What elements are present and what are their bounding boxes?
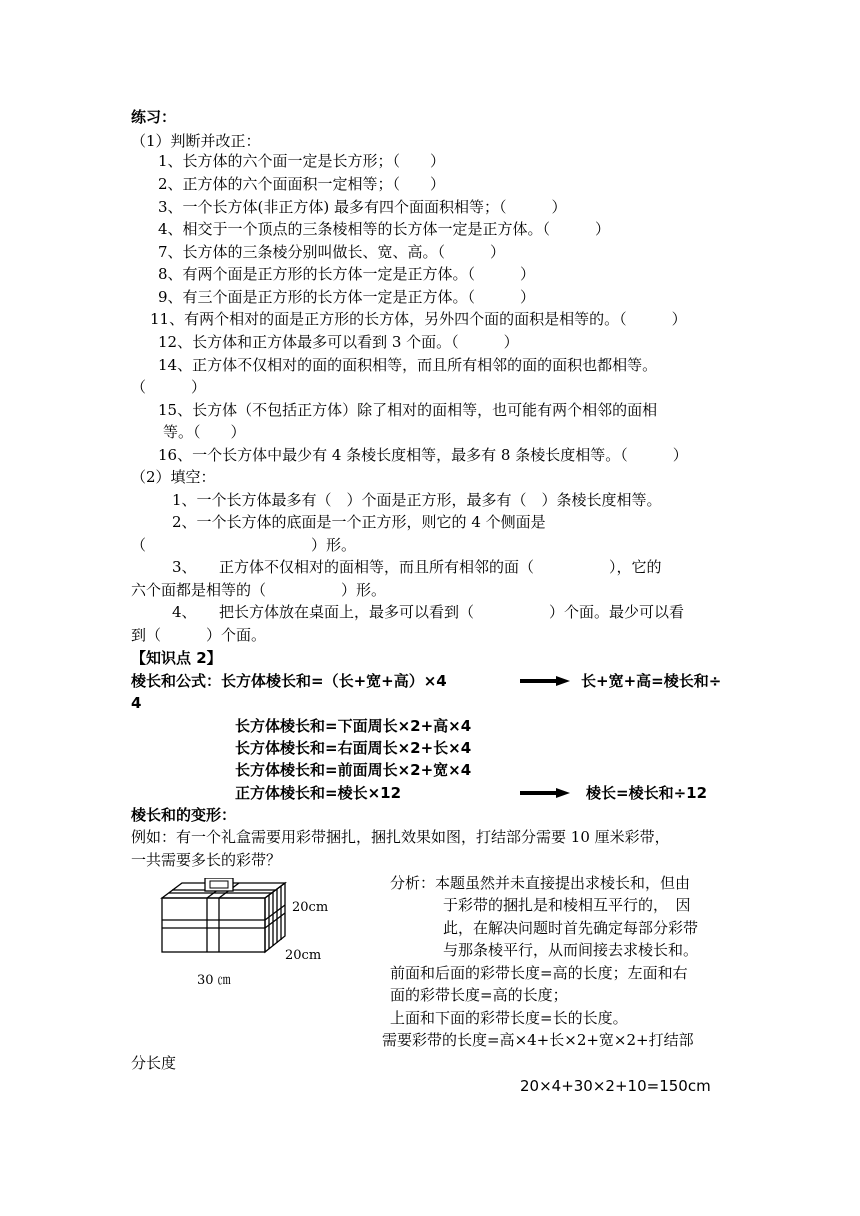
judge-item-9: 9、有三个面是正方形的长方体一定是正方体。（ ）	[158, 288, 536, 306]
formula-cube: 正方体棱长和=棱长×12	[235, 784, 402, 802]
example-text-cont: 一共需要多长的彩带？	[131, 851, 282, 869]
variant-heading: 棱长和的变形：	[131, 806, 237, 824]
formula-edge-sum-result: 长+宽+高=棱长和÷	[581, 672, 722, 690]
judge-item-15: 15、长方体（不包括正方体）除了相对的面相等，也可能有两个相邻的面相	[158, 401, 658, 419]
analysis-text-4: 与那条棱平行，从而间接去求棱长和。	[443, 941, 699, 959]
part1-heading: （1）判断并改正：	[131, 132, 261, 150]
analysis-text-3: 此，在解决问题时首先确定每部分彩带	[443, 919, 699, 937]
formula-bottom-perimeter: 长方体棱长和=下面周长×2+高×4	[235, 717, 472, 735]
judge-item-4: 4、相交于一个顶点的三条棱相等的长方体一定是正方体。（ ）	[158, 220, 611, 238]
judge-item-11: 11、有两个相对的面是正方形的长方体，另外四个面的面积是相等的。（ ）	[150, 310, 687, 328]
gift-box-figure	[155, 878, 335, 990]
part2-heading: （2）填空：	[131, 468, 216, 486]
judge-item-3: 3、一个长方体(非正方体) 最多有四个面面积相等；（ ）	[158, 198, 567, 216]
formula-front-perimeter: 长方体棱长和=前面周长×2+宽×4	[235, 761, 472, 779]
analysis-text-7: 上面和下面的彩带长度=长的长度。	[390, 1009, 628, 1027]
fill-item-1: 1、一个长方体最多有（ ）个面是正方形，最多有（ ）条棱长度相等。	[172, 491, 662, 509]
analysis-text-8: 需要彩带的长度=高×4+长×2+宽×2+打结部	[382, 1031, 694, 1049]
fill-item-3-cont: 六个面都是相等的（ ）形。	[131, 581, 387, 599]
judge-item-15-cont: 等。（ ）	[163, 423, 246, 441]
judge-item-14: 14、正方体不仅相对的面的面积相等，而且所有相邻的面的面积也都相等。	[158, 356, 658, 374]
judge-item-7: 7、长方体的三条棱分别叫做长、宽、高。（ ）	[158, 243, 506, 261]
analysis-text-2: 于彩带的捆扎是和棱相互平行的， 因	[443, 896, 691, 914]
fill-item-4: 4、 把长方体放在桌面上，最多可以看到（ ）个面。最少可以看	[172, 603, 685, 621]
judge-item-2: 2、正方体的六个面面积一定相等；（ ）	[158, 175, 446, 193]
height-label: 20cm	[292, 900, 329, 915]
practice-title: 练习：	[131, 108, 177, 126]
judge-item-1: 1、长方体的六个面一定是长方形；（ ）	[158, 152, 446, 170]
analysis-text-5: 前面和后面的彩带长度=高的长度；左面和右	[390, 964, 688, 982]
formula-cube-result: 棱长=棱长和÷12	[586, 784, 708, 802]
fill-item-4-cont: 到（ ）个面。	[131, 626, 267, 644]
fill-item-2: 2、一个长方体的底面是一个正方形，则它的 4 个侧面是	[172, 513, 546, 531]
judge-item-16: 16、一个长方体中最少有 4 条棱长度相等，最多有 8 条棱长度相等。（ ）	[158, 446, 688, 464]
fill-item-3: 3、 正方体不仅相对的面相等，而且所有相邻的面（ ），它的	[172, 558, 662, 576]
width-label: 20cm	[285, 948, 322, 963]
length-label: 30 ㎝	[197, 973, 231, 988]
judge-item-14-cont: （ ）	[131, 378, 207, 396]
formula-right-perimeter: 长方体棱长和=右面周长×2+长×4	[235, 739, 472, 757]
arrow-right-icon	[520, 788, 570, 798]
analysis-text-9: 分长度	[131, 1054, 177, 1072]
gift-box-icon	[155, 878, 335, 990]
example-text: 例如：有一个礼盒需要用彩带捆扎，捆扎效果如图，打结部分需要 10 厘米彩带，	[131, 828, 670, 846]
judge-item-8: 8、有两个面是正方形的长方体一定是正方体。（ ）	[158, 265, 536, 283]
knowledge-heading: 【知识点 2】	[131, 649, 222, 667]
analysis-text-6: 面的彩带长度=高的长度；	[390, 986, 568, 1004]
fill-item-2-cont: （ ）形。	[131, 536, 357, 554]
judge-item-12: 12、长方体和正方体最多可以看到 3 个面。（ ）	[158, 333, 519, 351]
calculation: 20×4+30×2+10=150cm	[520, 1077, 711, 1095]
formula-edge-sum-result-cont: 4	[131, 694, 142, 712]
formula-edge-sum: 棱长和公式：长方体棱长和=（长+宽+高）×4	[131, 672, 447, 690]
arrow-right-icon	[520, 676, 570, 686]
analysis-text-1: 分析：本题虽然并未直接提出求棱长和，但由	[390, 874, 691, 892]
